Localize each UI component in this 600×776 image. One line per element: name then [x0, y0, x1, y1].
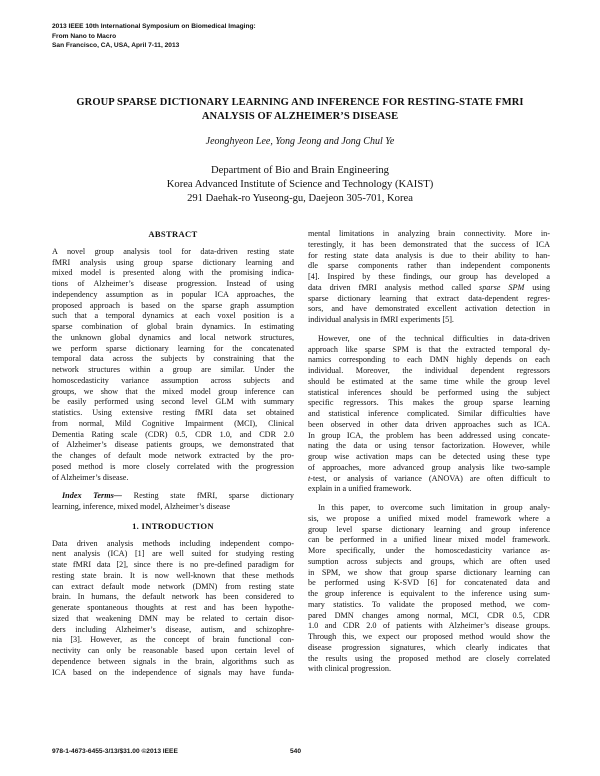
- abstract-body: [52, 247, 294, 484]
- body-line: group wise activation maps can be detected using these type: [308, 452, 550, 461]
- body-line: namics corresponding to each DMN highly depends on each: [308, 355, 550, 365]
- body-line: individual analysis in fMRI experiments [5].: [308, 315, 454, 324]
- intro-line: brain. In humans, the default network has been considered to: [52, 592, 294, 602]
- abstract-line: temporal data across the subjects by constraining that the: [52, 354, 294, 364]
- body-line: [4]. Inspired by these findings, our group has developed a: [308, 272, 550, 281]
- body-line: group level sparse dictionary learning and group inference: [308, 524, 550, 534]
- affiliation-line: Department of Bio and Brain Engineering: [211, 165, 389, 176]
- right-column: [308, 229, 550, 675]
- body-line: the results using the proposed method are closely correlated: [308, 653, 550, 663]
- body-line: can be performed in a unified linear mixed model framework.: [308, 535, 550, 545]
- body-line: mary statistics. To validate the proposed method, we com-: [308, 599, 550, 609]
- abstract-line: network structures within a group are similar. Under the: [52, 365, 294, 374]
- intro-line: can extract default mode network (DMN) from resting state: [52, 581, 294, 591]
- abstract-line: of Alzheimer’s disease.: [52, 472, 129, 482]
- affiliation-line: Korea Advanced Institute of Science and Technology (KAIST): [166, 179, 434, 190]
- section-heading-introduction: 1. INTRODUCTION: [132, 520, 214, 531]
- abstract-line: groups, we show that the mixed model group inference can: [52, 386, 294, 396]
- body-line: explain in a unified framework.: [308, 484, 412, 494]
- body-line: should be estimated at the same time while the group level: [308, 376, 550, 386]
- body-line: In group ICA, the problem has been addressed using concate-: [308, 430, 550, 440]
- abstract-line: of Alzheimer’s disease patients groups, we demonstrated that: [52, 440, 294, 450]
- body-line: t-test, or analysis of variance (ANOVA) are often difficult to: [308, 473, 550, 483]
- index-terms-label: Index Terms—: [62, 491, 122, 501]
- abstract-line: statistics. Using extensive resting fMRI data set obtained: [52, 408, 294, 417]
- intro-line: sized that weakening DMN may be related to certain disor-: [52, 613, 294, 623]
- body-line: data driven fMRI analysis method called sparse SPM using: [308, 282, 551, 292]
- page-number: 540: [290, 748, 302, 755]
- conference-line-3: San Francisco, CA, USA, April 7-11, 2013: [52, 42, 180, 49]
- index-terms-text: Resting state fMRI, sparse dictionary: [122, 491, 295, 501]
- conference-line-1: 2013 IEEE 10th International Symposium on Biomedical Imaging:: [52, 23, 256, 30]
- introduction-body: [52, 539, 294, 679]
- index-terms: [52, 491, 294, 513]
- body-line: statistical inferences should be performed using the subject: [308, 387, 550, 397]
- body-line: specific regressors. This makes the group sparse learning: [308, 398, 550, 408]
- body-line: Through this, we expect our proposed method would show the: [308, 632, 550, 641]
- intro-line: Data driven analysis methods including independent compo-: [52, 538, 294, 548]
- body-line: More specifically, under the homoscedasticity variance as-: [308, 546, 550, 555]
- body-line: sis, we propose a unified mixed model framework where a: [308, 513, 550, 523]
- abstract-line: be easily performed using second level GLM with summary: [52, 397, 294, 407]
- body-line: sumption across subjects and groups, which are often used: [308, 556, 550, 566]
- index-terms-text: learning, inference, mixed model, Alzheimer’s disease: [52, 502, 231, 511]
- intro-line: nectivity can only be reasonable based upon certain level of: [52, 646, 294, 655]
- body-line: disease progression signatures, which clearly indicates that: [308, 642, 550, 652]
- isbn-copyright: 978-1-4673-6455-3/13/$31.00 ©2013 IEEE: [52, 748, 178, 755]
- body-line: in SPM, we show that group sparse dictionary learning can: [308, 567, 550, 577]
- intro-line: resting state brain. It is now well-known that these methods: [52, 570, 294, 580]
- sparse-spm-term: sparse SPM: [479, 282, 525, 292]
- intro-line: dependence between signals in the brain, algorithms such as: [52, 656, 294, 666]
- intro-line: state fMRI data [2], since there is no pre-defined paradigm for: [52, 560, 294, 569]
- intro-line: ders including Alzheimer’s disease, autism, and schizophre-: [52, 624, 294, 634]
- body-line: dle sparse components rather than independent components: [308, 261, 550, 271]
- body-line: be performed using K-SVD [6] for concatenated data and: [308, 578, 550, 588]
- abstract-line: sparse combination of global brain dynamics. In estimating: [52, 322, 294, 331]
- paragraph-3: [308, 503, 550, 675]
- affiliation-line: 291 Daehak-ro Yuseong-gu, Daejeon 305-701, Korea: [187, 193, 413, 204]
- abstract-line: from normal, Mild Cognitive Impairment (MCI), Clinical: [52, 418, 294, 428]
- abstract-line: independency assumption as in popular ICA approaches, the: [52, 289, 294, 299]
- left-column: [52, 229, 294, 678]
- body-line: of approaches, more advanced group analysis like two-sample: [308, 462, 550, 472]
- title-line: GROUP SPARSE DICTIONARY LEARNING AND INFERENCE FOR RESTING-STATE FMRI: [76, 97, 524, 108]
- body-line: the group inference is equivalent to the inference using sum-: [308, 589, 550, 598]
- abstract-line: proposed approach is based on the sparse graph assumption: [52, 300, 294, 310]
- body-line: for resting state data analysis is due to their ability to han-: [308, 250, 550, 260]
- paper-title: [48, 96, 552, 123]
- body-line: pared DMN changes among normal, MCI, CDR 0.5, CDR: [308, 610, 550, 620]
- body-line: individual. Moreover, the individual dependent regressors: [308, 366, 550, 375]
- abstract-line: mixed model is presented along with the promising indica-: [52, 268, 294, 278]
- abstract-line: the changes of default mode network extracted by the pro-: [52, 451, 294, 460]
- body-line: nating the data or using tensor factorization. However, while: [308, 441, 550, 451]
- abstract-line: A novel group analysis tool for data-driven resting state: [52, 246, 294, 256]
- body-line: However, one of the technical difficulties in data-driven: [318, 333, 550, 343]
- conference-header: [52, 22, 256, 51]
- intro-line: nia [3]. However, as the concept of brain functional con-: [52, 635, 294, 645]
- abstract-line: such that a temporal dynamics at each voxel position is a: [52, 311, 294, 321]
- body-line: sparse dictionary learning that extract data-dependent regres-: [308, 293, 550, 303]
- body-line: approach like sparse SPM is that the extracted temporal dy-: [308, 344, 550, 354]
- intro-line: generate spontaneous thoughts at rest and has been hypothe-: [52, 603, 294, 612]
- abstract-line: posed method is more closely correlated with the progression: [52, 461, 294, 471]
- abstract-heading: ABSTRACT: [148, 229, 198, 239]
- affiliation: [0, 164, 600, 206]
- paragraph-2: [308, 334, 550, 495]
- body-line: mental limitations in analyzing brain connectivity. More in-: [308, 229, 550, 238]
- abstract-line: tions of Alzheimer’s disease progression. Instead of using: [52, 279, 294, 288]
- conference-line-2: From Nano to Macro: [52, 32, 117, 40]
- intro-line: ICA based on the independence of signals may have funda-: [52, 667, 294, 677]
- author-list: Jeonghyeon Lee, Yong Jeong and Jong Chul Ye: [205, 136, 395, 147]
- abstract-line: we perform sparse dictionary learning for the concatenated: [52, 343, 294, 353]
- intro-line: nent analysis (ICA) [1] are well suited for studying resting: [52, 549, 294, 559]
- body-line: 1.0 and CDR 2.0 of patients with Alzheimer’s disease groups.: [308, 621, 550, 631]
- body-line: terestingly, it has been demonstrated that the success of ICA: [308, 239, 550, 249]
- abstract-line: fMRI analysis using group sparse dictionary learning and: [52, 257, 294, 267]
- t-test-italic: t: [308, 473, 311, 483]
- abstract-line: homoscedasticity variance assumption across subjects and: [52, 375, 294, 385]
- title-line: ANALYSIS OF ALZHEIMER’S DISEASE: [201, 110, 399, 122]
- body-line: In this paper, to overcome such limitation in group analy-: [318, 503, 550, 512]
- body-line: and statistical inference complicated. Similar difficulties have: [308, 409, 550, 418]
- paragraph-1: [308, 229, 550, 326]
- abstract-line: Dementia Rating scale (CDR) 0.5, CDR 1.0, and CDR 2.0: [52, 429, 294, 439]
- body-line: sors, and have demonstrated excellent activation detection in: [308, 304, 550, 314]
- abstract-line: the unknown global dynamics and local network structures,: [52, 332, 294, 342]
- body-line: with clinical progression.: [308, 664, 391, 674]
- body-line: been observed in other data driven approaches such as ICA.: [308, 419, 550, 429]
